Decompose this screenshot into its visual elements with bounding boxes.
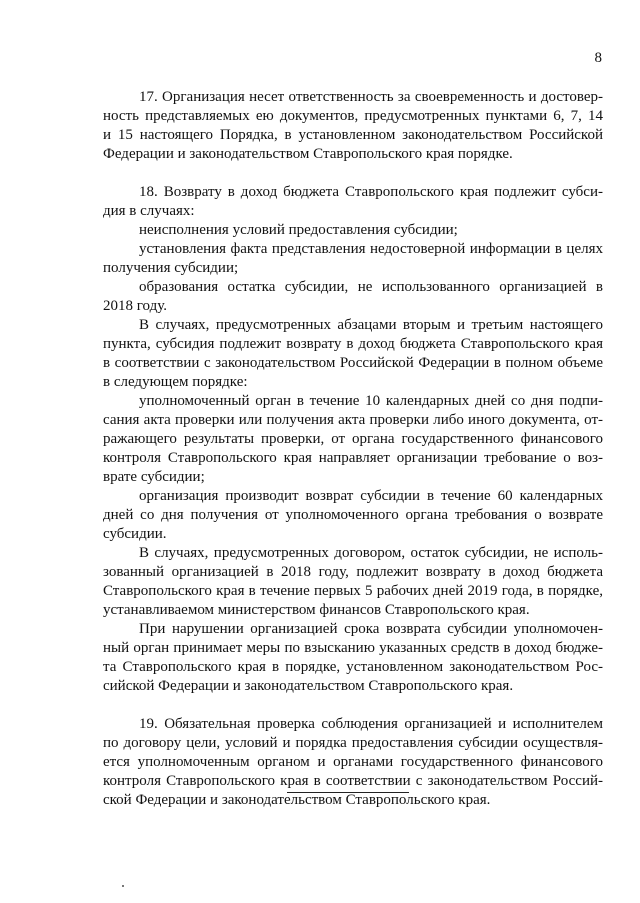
text-line: образования остатка субсидии, не использованного организацией в — [139, 279, 603, 295]
text-line: 19. Обязательная проверка соблюдения организацией и исполнителем — [139, 716, 603, 732]
text-line: субсидии. — [103, 526, 167, 542]
text-line: неисполнения условий предоставления субсидии; — [139, 222, 458, 238]
text-line: контроля Ставропольского края направляет организации требование о воз- — [103, 450, 603, 466]
end-divider-line — [287, 792, 409, 793]
text-line: контроля Ставропольского края в соответствии с законодательством Россий- — [103, 773, 603, 789]
page-number: 8 — [594, 50, 602, 66]
text-line: ской Федерации и законодательством Ставропольского края. — [103, 792, 491, 808]
text-line: врате субсидии; — [103, 469, 205, 485]
text-line: дней со дня получения от уполномоченного органа требования о возврате — [103, 507, 603, 523]
text-line: 18. Возврату в доход бюджета Ставропольского края подлежит субси- — [139, 184, 603, 200]
text-line: и 15 настоящего Порядка, в установленном законодательством Российской — [103, 127, 603, 143]
text-line: ный орган принимает меры по взысканию указанных средств в доход бюдже- — [103, 640, 603, 656]
text-line: Ставропольского края в течение первых 5 рабочих дней 2019 года, в порядке, — [103, 583, 603, 599]
text-line: дия в случаях: — [103, 203, 195, 219]
text-line: В случаях, предусмотренных договором, остаток субсидии, не исполь- — [139, 545, 603, 561]
text-line: по договору цели, условий и порядка предоставления субсидии осуществля- — [103, 735, 603, 751]
text-line: Федерации и законодательством Ставропольского края порядке. — [103, 146, 513, 162]
text-line: та Ставропольского края в порядке, установленном законодательством Рос- — [103, 659, 603, 675]
text-line: сийской Федерации и законодательством Ставропольского края. — [103, 678, 514, 694]
text-line: При нарушении организацией срока возврата субсидии уполномочен- — [139, 621, 603, 637]
text-line: ражающего результаты проверки, от органа государственного финансового — [103, 431, 603, 447]
document-body — [103, 88, 603, 810]
text-line: получения субсидии; — [103, 260, 239, 276]
paragraph-gap — [103, 164, 603, 183]
paragraph-gap — [103, 696, 603, 715]
text-line: в следующем порядке: — [103, 374, 248, 390]
text-line: пункта, субсидия подлежит возврату в доход бюджета Ставропольского края — [103, 336, 603, 352]
text-line: 2018 году. — [103, 298, 167, 314]
text-line: ется уполномоченным органом и органами государственного финансового — [103, 754, 603, 770]
text-line: в соответствии с законодательством Российской Федерации в полном объеме — [103, 355, 603, 371]
text-line: 17. Организация несет ответственность за своевременность и достовер- — [139, 89, 603, 105]
text-line: установления факта представления недостоверной информации в целях — [139, 241, 603, 257]
text-line: ность представляемых ею документов, предусмотренных пунктами 6, 7, 14 — [103, 108, 603, 124]
text-line: организация производит возврат субсидии в течение 60 календарных — [139, 488, 603, 504]
text-line: устанавливаемом министерством финансов Ставропольского края. — [103, 602, 530, 618]
text-line: сания акта проверки или получения акта проверки либо иного документа, от- — [103, 412, 603, 428]
text-line: зованный организацией в 2018 году, подлежит возврату в доход бюджета — [103, 564, 603, 580]
text-line: В случаях, предусмотренных абзацами вторым и третьим настоящего — [139, 317, 603, 333]
scan-speck — [122, 885, 124, 887]
text-line: уполномоченный орган в течение 10 календарных дней со дня подпи- — [139, 393, 603, 409]
